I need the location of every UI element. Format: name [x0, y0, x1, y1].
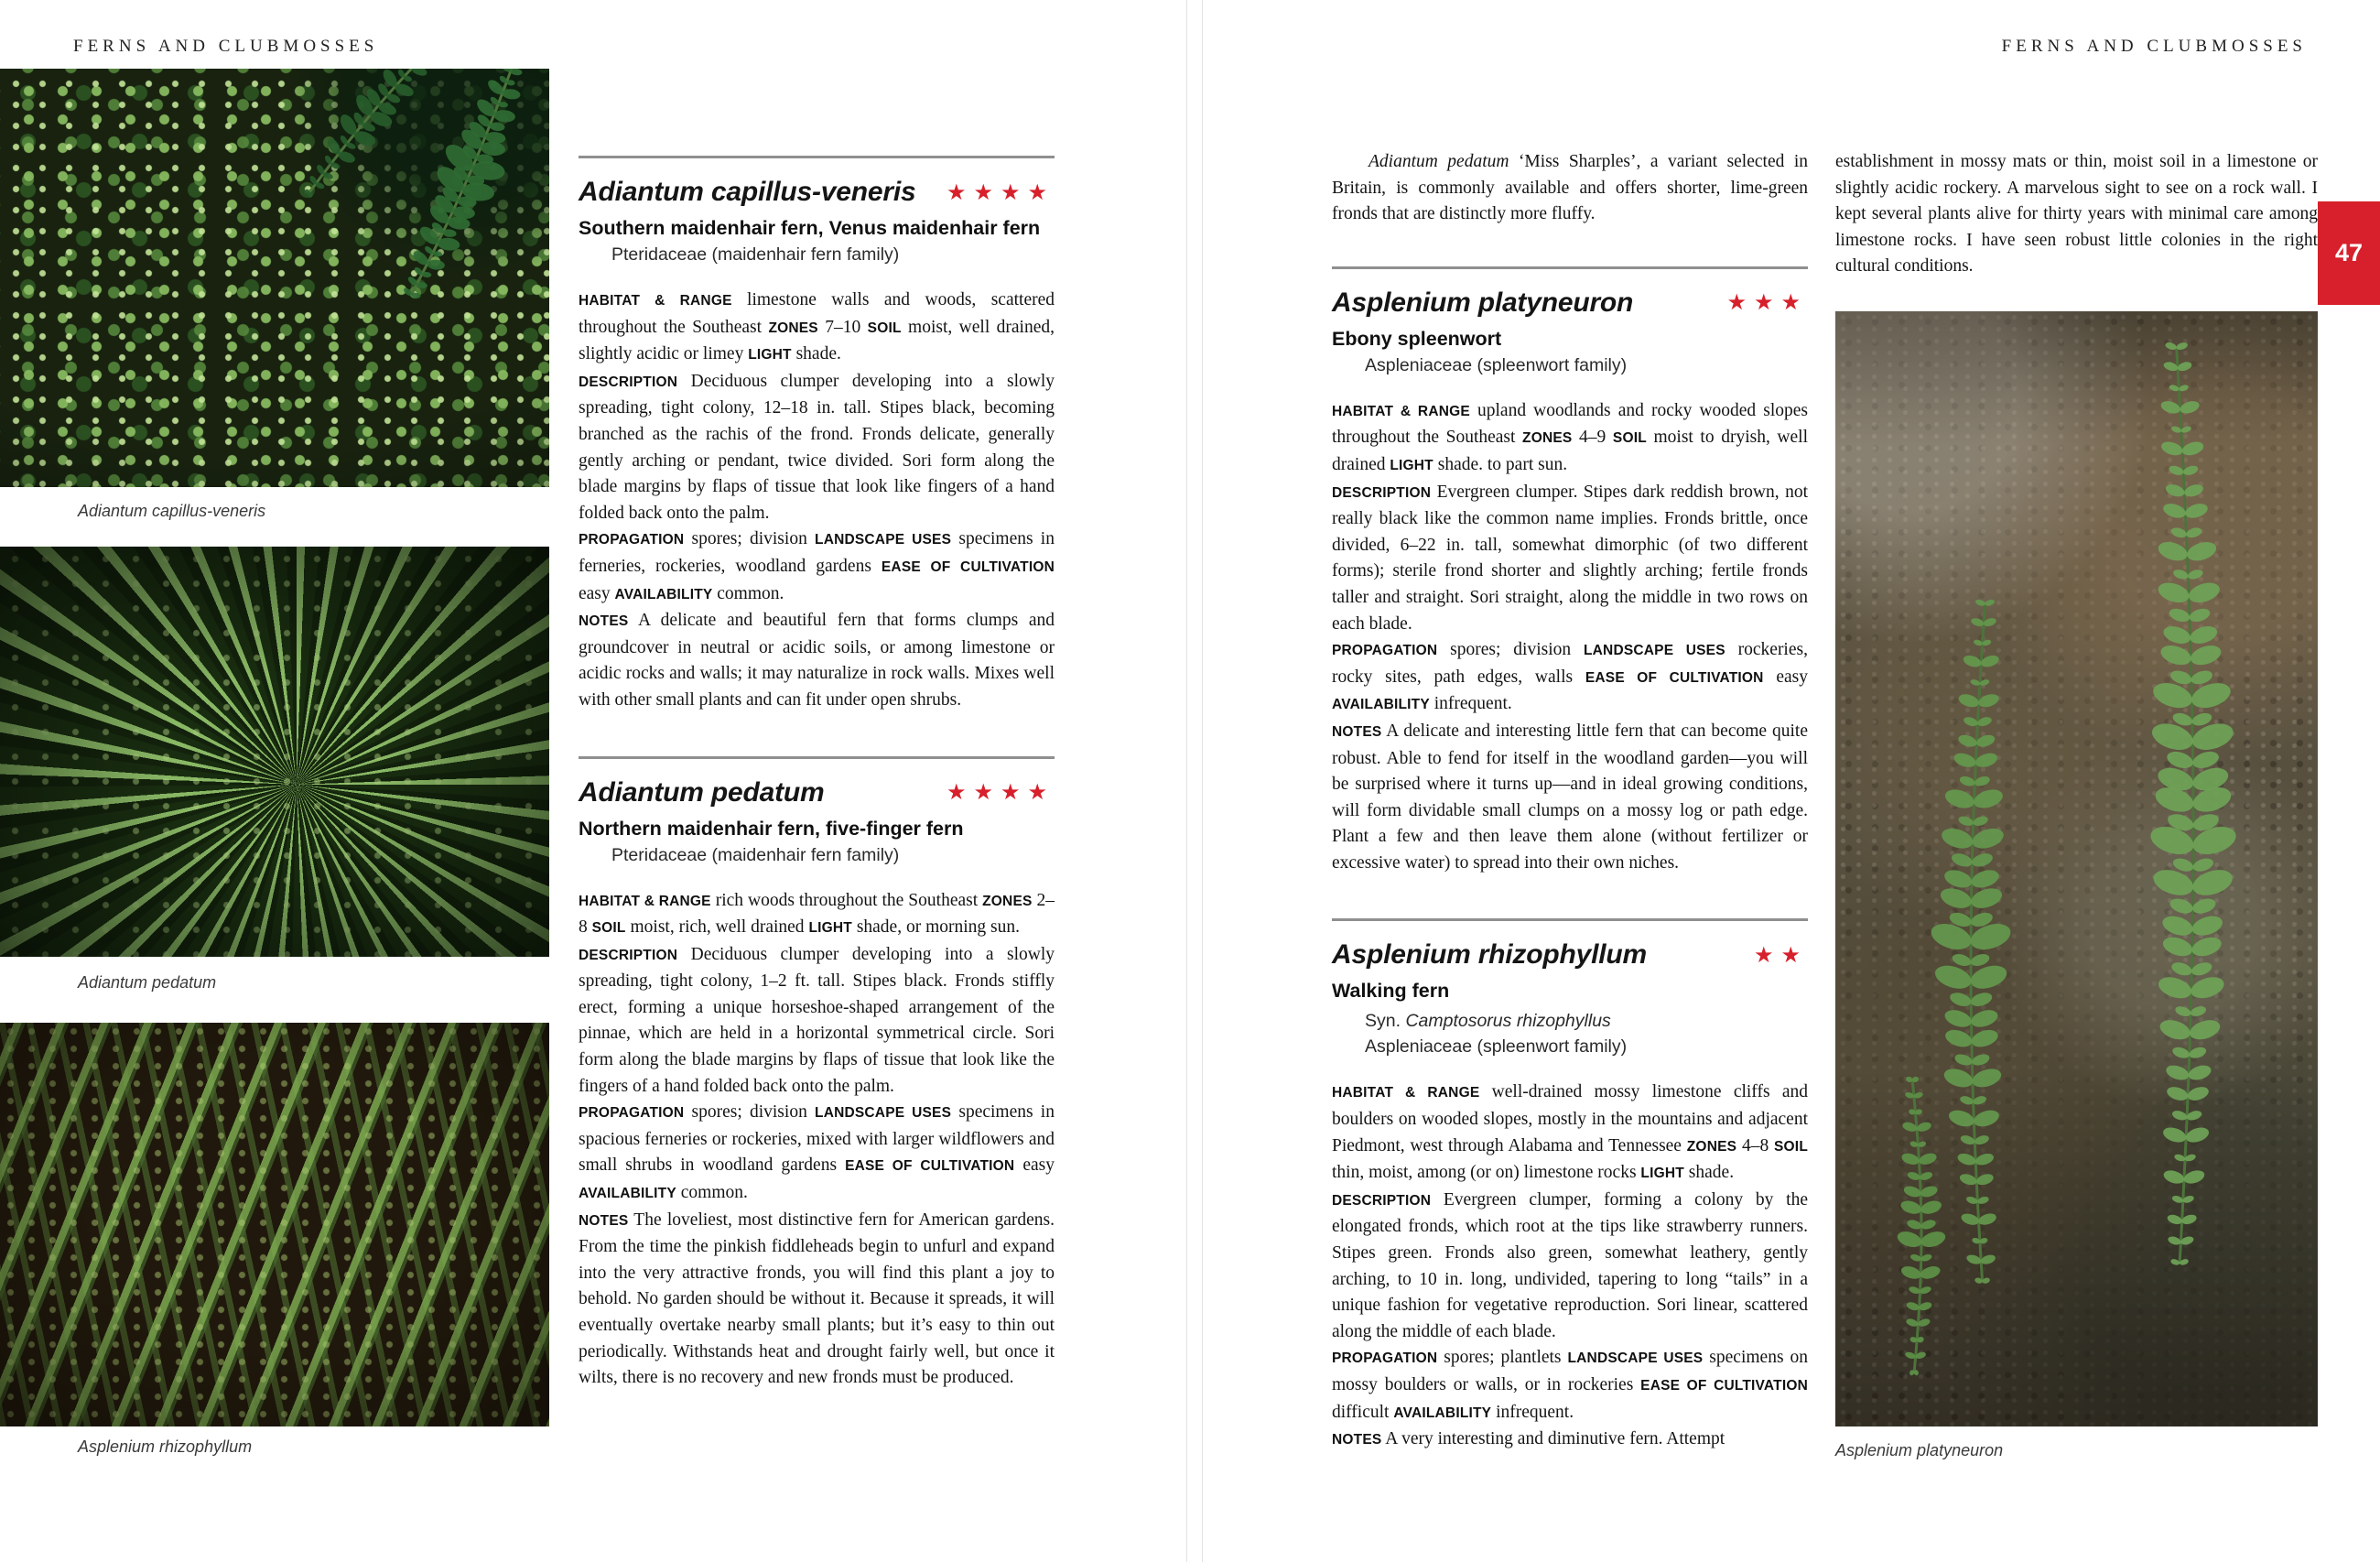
field-label: SOIL [867, 320, 902, 336]
field-label: SOIL [1774, 1138, 1808, 1155]
photo-adiantum-capillus-veneris [0, 69, 549, 487]
family-name: Pteridaceae (maidenhair fern family) [611, 844, 900, 865]
star-rating: ★★ [1753, 943, 1808, 968]
photo-asplenium-platyneuron [1835, 311, 2318, 1426]
field-label: LIGHT [1640, 1166, 1684, 1182]
star-rating: ★★★★ [946, 781, 1055, 805]
left-text-column [579, 156, 1055, 1434]
entry-paragraph: PROPAGATION spores; division LANDSCAPE USES specimens in spacious ferneries or rockeries, mixed with larger wildflowers and small shrubs in woodland gardens EASE OF CULTIVATION easy AVAILABILITY common. [579, 1102, 1055, 1203]
field-label: PROPAGATION [579, 1105, 685, 1122]
entry-paragraph: NOTES A delicate and interesting little fern that can become quite robust. Able to fend for itself in the woodland garden—you will be surprised where it turns up—and in ideal growing conditions, will form dividable small clumps on a mossy log or path edge. Plant a few and then leave them alone (without fertilizer or excessive water) to spread into their own niches. [1332, 721, 1808, 873]
common-name: Southern maidenhair fern, Venus maidenhair fern [579, 217, 1041, 239]
field-label: AVAILABILITY [1393, 1405, 1492, 1421]
field-label: LANDSCAPE USES [1584, 643, 1726, 659]
entry-paragraph: HABITAT & RANGE upland woodlands and rocky wooded slopes throughout the Southeast ZONES 4–9 SOIL moist to dryish, well drained LIGHT shade. to part sun. [1332, 400, 1809, 474]
fern-frond-overlay [1835, 311, 2318, 1426]
field-label: HABITAT & RANGE [1332, 403, 1470, 419]
entry-divider [1332, 266, 1808, 269]
field-label: DESCRIPTION [579, 374, 678, 390]
star-rating: ★★★ [1726, 291, 1808, 316]
field-label: LIGHT [748, 347, 792, 363]
field-label: DESCRIPTION [579, 947, 678, 963]
intro-paragraph: Adiantum pedatum ‘Miss Sharples’, a variant selected in Britain, is commonly available and offers shorter, lime-green fronds that are distinctly more fluffy. [1332, 152, 1809, 224]
page-number: 47 [2334, 239, 2364, 266]
entry-paragraph: HABITAT & RANGE rich woods throughout the Southeast ZONES 2–8 SOIL moist, rich, well drained LIGHT shade, or morning sun. [579, 890, 1055, 938]
right-text-column-1 [1332, 149, 1808, 1496]
entry-paragraph: NOTES A delicate and beautiful fern that forms clumps and groundcover in neutral or acidic soils, or among limestone or acidic rocks and walls; it may naturalize in rock walls. Mixes well with other small plants and can fit under open shrubs. [579, 611, 1055, 710]
italic-species-text: Camptosorus rhizophyllus [1405, 1011, 1611, 1032]
fern-frond-overlay [0, 69, 549, 487]
entry-paragraph: HABITAT & RANGE limestone walls and woods, scattered throughout the Southeast ZONES 7–10 SOIL moist, well drained, slightly acidic or limey LIGHT shade. [579, 290, 1055, 364]
star-rating: ★★★★ [946, 180, 1055, 205]
field-label: EASE OF CULTIVATION [1640, 1378, 1808, 1394]
entry-paragraph: DESCRIPTION Deciduous clumper developing into a slowly spreading, tight colony, 12–18 in. tall. Stipes black, becoming branched as the rachis of the frond. Fronds delicate, generally gently arching or pendant, twice divided. Sori form along the blade margins by flaps of tissue that look like fingers of a hand folded back onto the palm. [579, 371, 1055, 523]
entry-paragraph: NOTES A very interesting and diminutive fern. Attempt [1332, 1429, 1726, 1449]
entry-title-row [1332, 287, 1808, 319]
species-entry [1332, 918, 1808, 1453]
field-label: PROPAGATION [1332, 643, 1438, 659]
field-label: EASE OF CULTIVATION [881, 559, 1055, 575]
field-label: ZONES [982, 893, 1033, 909]
family-name: Pteridaceae (maidenhair fern family) [611, 244, 900, 265]
continuation-paragraph: establishment in mossy mats or thin, moist soil in a limestone or slightly acidic rockery. A marvelous sight to see on a rock wall. I kept several plants alive for thirty years with minimal care among limestone rocks. I have seen robust little colonies in the right cultural conditions. [1835, 152, 2318, 277]
family-name: Aspleniaceae (spleenwort family) [1365, 1036, 1628, 1058]
right-text-column-2 [1835, 149, 2318, 280]
field-label: EASE OF CULTIVATION [845, 1158, 1015, 1175]
common-name: Northern maidenhair fern, five-finger fern [579, 817, 964, 840]
field-label: LANDSCAPE USES [815, 532, 952, 548]
field-label: PROPAGATION [1332, 1350, 1438, 1367]
field-label: ZONES [1686, 1138, 1737, 1155]
field-label: ZONES [1522, 430, 1573, 447]
synonym: Syn. Camptosorus rhizophyllus [1365, 1011, 1611, 1032]
entry-title-row [1332, 939, 1808, 971]
entry-paragraph: HABITAT & RANGE well-drained mossy limestone cliffs and boulders on wooded slopes, mostly in the mountains and adjacent Piedmont, west through Alabama and Tennessee ZONES 4–8 SOIL thin, moist, among (or on) limestone rocks LIGHT shade. [1332, 1082, 1808, 1183]
photo-caption: Asplenium platyneuron [1835, 1441, 2004, 1459]
field-label: AVAILABILITY [579, 1186, 676, 1202]
entry-divider [579, 756, 1055, 759]
field-label: LIGHT [1390, 457, 1433, 473]
field-label: DESCRIPTION [1332, 1192, 1432, 1209]
entry-paragraph: DESCRIPTION Evergreen clumper, forming a colony by the elongated fronds, which root at the tips like strawberry runners. Stipes green. Fronds also green, somewhat leathery, gently arching, to 10 in. long, undivided, tapering to long “tails” in a unique fashion for vegetative reproduction. Sori linear, scattered along the middle of each blade. [1332, 1189, 1808, 1341]
running-head-left: FERNS AND CLUBMOSSES [73, 37, 379, 56]
entry-title-row [579, 777, 1055, 808]
page-number-badge [2318, 201, 2380, 305]
field-label: HABITAT & RANGE [579, 293, 732, 309]
field-label: PROPAGATION [579, 532, 685, 548]
entry-divider [1332, 918, 1808, 921]
entry-body [579, 888, 1055, 1392]
photo-caption: Asplenium rhizophyllum [78, 1437, 253, 1456]
field-label: NOTES [579, 1212, 629, 1229]
field-label: EASE OF CULTIVATION [1585, 669, 1764, 686]
field-label: LIGHT [808, 920, 852, 937]
photo-caption: Adiantum pedatum [78, 973, 217, 992]
entry-body [579, 287, 1055, 714]
entry-paragraph: NOTES The loveliest, most distinctive fern for American gardens. From the time the pinkish fiddleheads begin to unfurl and expand into the very attractive fronds, you will find this plant a joy to behold. No garden should be without it. Because it spreads, it will eventually overtake nearby small plants; but it’s easy to thin out periodically. Withstands heat and drought fairly well, but once it wilts, there is no recovery and new fronds must be produced. [579, 1209, 1055, 1388]
field-label: DESCRIPTION [1332, 484, 1432, 501]
field-label: ZONES [768, 320, 818, 336]
photo-caption: Adiantum capillus-veneris [78, 502, 266, 520]
family-name: Aspleniaceae (spleenwort family) [1365, 354, 1628, 375]
field-label: NOTES [1332, 1432, 1382, 1448]
entry-paragraph: PROPAGATION spores; plantlets LANDSCAPE USES specimens on mossy boulders or walls, or in rockeries EASE OF CULTIVATION difficult AVAILABILITY infrequent. [1332, 1348, 1808, 1422]
species-entry [579, 756, 1055, 1392]
field-label: AVAILABILITY [1332, 697, 1430, 713]
field-label: NOTES [579, 613, 629, 630]
italic-species-text: Adiantum pedatum [1368, 152, 1509, 171]
entry-paragraph: PROPAGATION spores; division LANDSCAPE USES rockeries, rocky sites, path edges, walls EASE OF CULTIVATION easy AVAILABILITY infrequent. [1332, 640, 1808, 714]
field-label: SOIL [591, 920, 626, 937]
running-head-right: FERNS AND CLUBMOSSES [2001, 37, 2307, 56]
species-name: Adiantum capillus-veneris [579, 177, 916, 207]
right-entries [1332, 266, 1808, 1454]
field-label: NOTES [1332, 723, 1382, 740]
species-name: Asplenium platyneuron [1332, 287, 1634, 318]
entry-title-row [579, 177, 1055, 208]
entry-divider [579, 156, 1055, 158]
field-label: LANDSCAPE USES [815, 1105, 952, 1122]
entry-paragraph: DESCRIPTION Deciduous clumper developing into a slowly spreading, tight colony, 1–2 ft. tall. Stipes black. Fronds stiffly erect, forming a unique horseshoe-shaped arrangement of the pinnae, which are held in a horizontal symmetrical circle. Sori form along the blade margins by flaps of tissue that look like the fingers of a hand folded back onto the palm. [579, 944, 1055, 1096]
entry-paragraph: PROPAGATION spores; division LANDSCAPE USES specimens in ferneries, rockeries, woodland gardens EASE OF CULTIVATION easy AVAILABILITY common. [579, 529, 1055, 603]
common-name: Walking fern [1332, 980, 1450, 1003]
species-name: Adiantum pedatum [579, 776, 825, 808]
field-label: AVAILABILITY [614, 586, 713, 602]
photo-adiantum-pedatum [0, 547, 549, 957]
photo-asplenium-rhizophyllum [0, 1023, 549, 1426]
entry-body [1332, 398, 1808, 877]
field-label: HABITAT & RANGE [579, 893, 711, 909]
field-label: SOIL [1612, 430, 1647, 447]
entry-body [1332, 1079, 1808, 1453]
species-entry [1332, 266, 1808, 877]
entry-paragraph: DESCRIPTION Evergreen clumper. Stipes dark reddish brown, not really black like the common name implies. Fronds brittle, once divided, 6–22 in. tall, somewhat dimorphic (of two different forms); sterile frond shorter and slightly arching; fertile fronds taller and straight. Sori straight, along the middle in two rows on each blade. [1332, 482, 1808, 634]
field-label: LANDSCAPE USES [1567, 1350, 1704, 1367]
common-name: Ebony spleenwort [1332, 327, 1502, 350]
field-label: HABITAT & RANGE [1332, 1085, 1480, 1101]
species-name: Asplenium rhizophyllum [1332, 939, 1647, 971]
species-entry [579, 156, 1055, 714]
spine-divider [1186, 0, 1203, 1562]
